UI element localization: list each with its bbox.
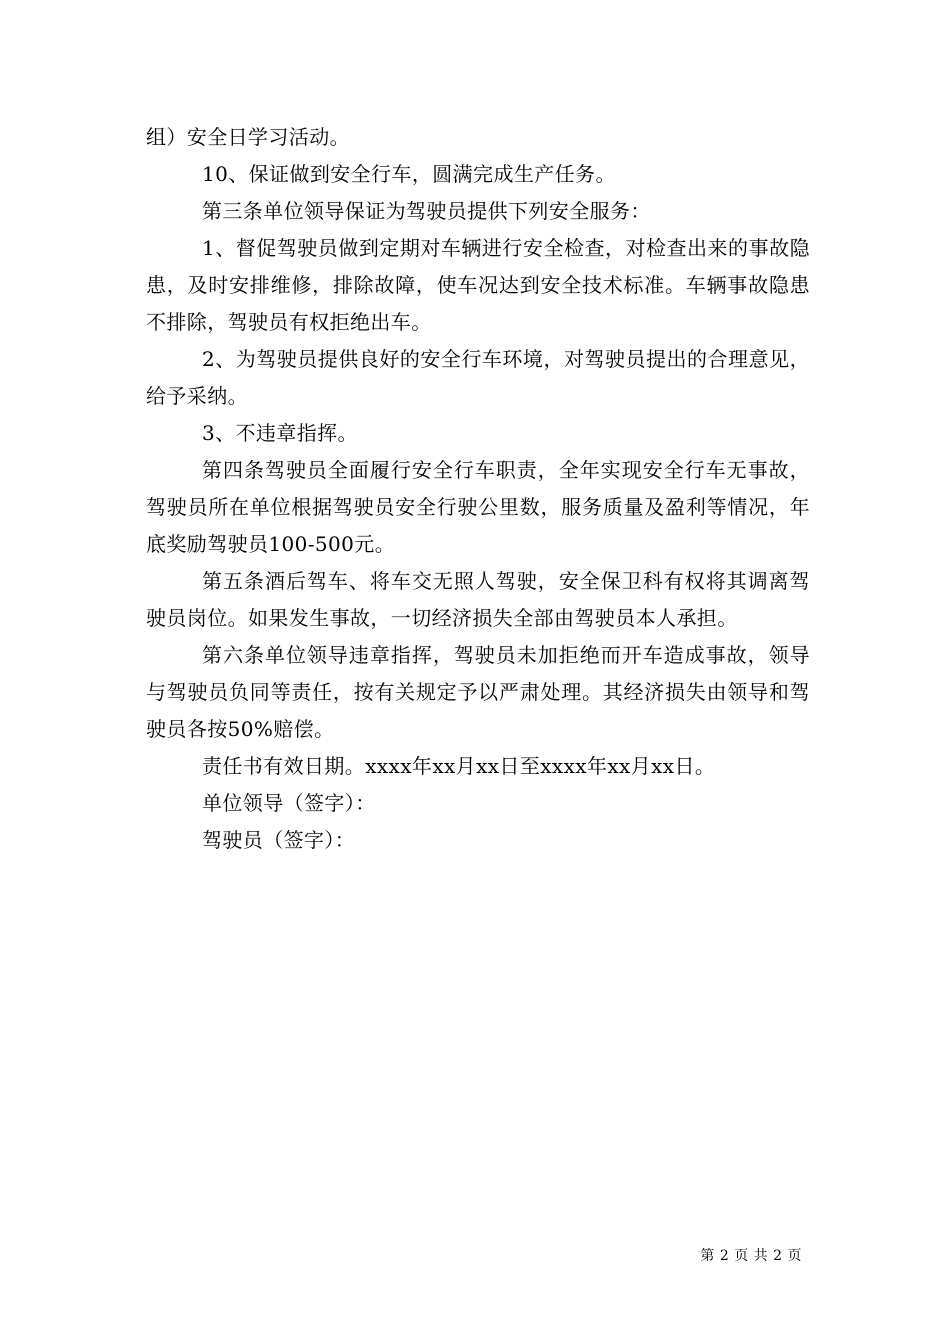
paragraph-article-3-item-2: 2、为驾驶员提供良好的安全行车环境，对驾驶员提出的合理意见，给予采纳。 xyxy=(146,347,810,408)
paragraph-article-3: 第三条单位领导保证为驾驶员提供下列安全服务： xyxy=(202,199,651,223)
paragraph-article-5: 第五条酒后驾车、将车交无照人驾驶，安全保卫科有权将其调离驾驶员岗位。如果发生事故，一切经济损失全部由驾驶员本人承担。 xyxy=(146,569,810,630)
paragraph-article-3-item-3: 3、不违章指挥。 xyxy=(202,421,358,445)
paragraph-article-3-item-1: 1、督促驾驶员做到定期对车辆进行安全检查，对检查出来的事故隐患，及时安排维修，排除故障，使车况达到安全技术标准。车辆事故隐患不排除，驾驶员有权拒绝出车。 xyxy=(146,236,810,334)
document-body xyxy=(146,119,810,859)
paragraph-article-4: 第四条驾驶员全面履行安全行车职责，全年实现安全行车无事故，驾驶员所在单位根据驾驶员安全行驶公里数，服务质量及盈利等情况，年底奖励驾驶员100-500元。 xyxy=(146,458,810,556)
signature-driver: 驾驶员（签字）： xyxy=(202,828,356,852)
paragraph-continuation: 组）安全日学习活动。 xyxy=(146,125,350,149)
paragraph-article-6: 第六条单位领导违章指挥，驾驶员未加拒绝而开车造成事故，领导与驾驶员负同等责任，按有关规定予以严肃处理。其经济损失由领导和驾驶员各按50%赔偿。 xyxy=(146,643,810,741)
signature-unit-leader: 单位领导（签字）： xyxy=(202,791,376,815)
paragraph-validity-date: 责任书有效日期。xxxx年xx月xx日至xxxx年xx月xx日。 xyxy=(202,754,716,778)
paragraph-item-10: 10、保证做到安全行车，圆满完成生产任务。 xyxy=(202,162,616,186)
page-number-footer: 第 2 页 共 2 页 xyxy=(700,1248,802,1264)
